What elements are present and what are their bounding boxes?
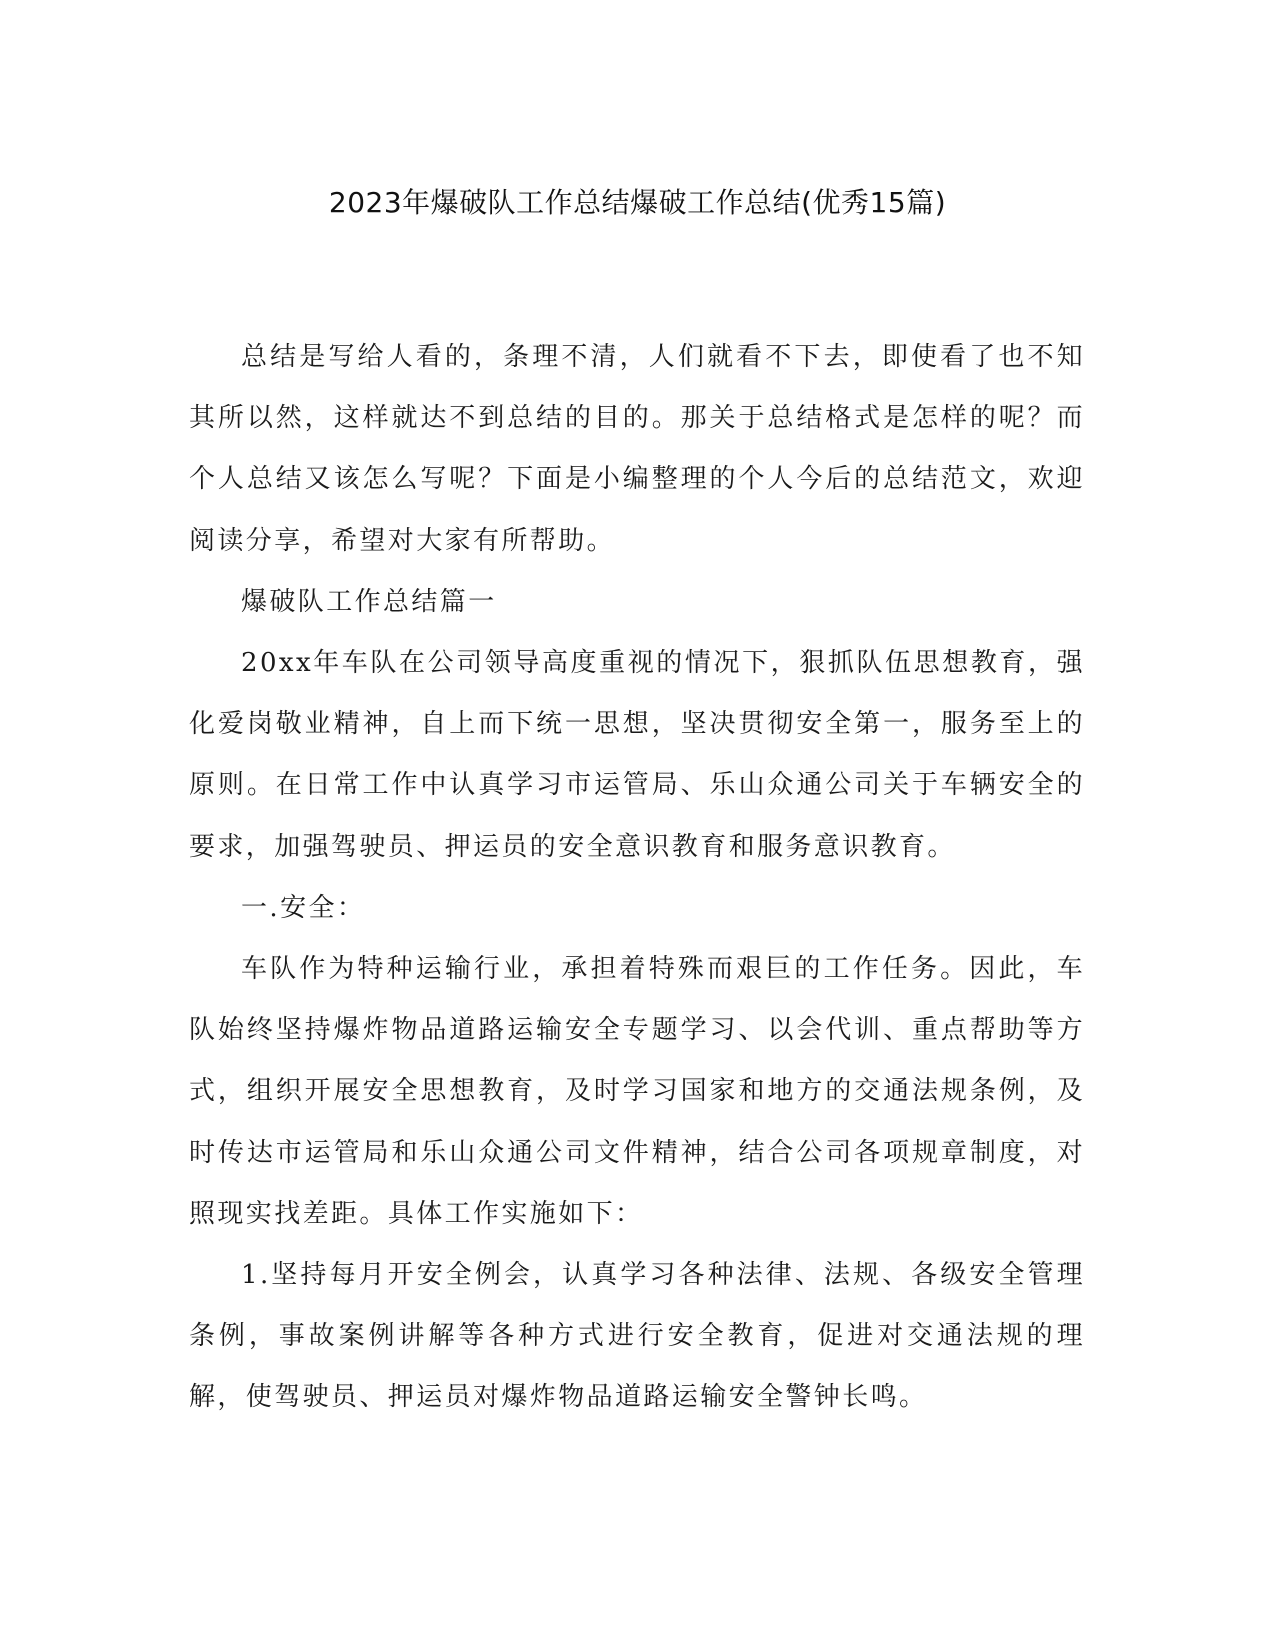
paragraph-overview: 20xx年车队在公司领导高度重视的情况下，狠抓队伍思想教育，强化爱岗敬业精神，自上而下统一思想，坚决贯彻安全第一，服务至上的原则。在日常工作中认真学习市运管局、乐山众通公司关于车辆安全的要求，加强驾驶员、押运员的安全意识教育和服务意识教育。 — [189, 648, 1085, 862]
document-title: 2023年爆破队工作总结爆破工作总结(优秀15篇) — [328, 186, 947, 219]
section-heading-safety: 一.安全： — [241, 892, 366, 923]
paragraph-safety: 车队作为特种运输行业，承担着特殊而艰巨的工作任务。因此，车队始终坚持爆炸物品道路运输安全专题学习、以会代训、重点帮助等方式，组织开展安全思想教育，及时学习国家和地方的交通法规条例，及时传达市运管局和乐山众通公司文件精神，结合公司各项规章制度，对照现实找差距。具体工作实施如下： — [189, 954, 1085, 1229]
paragraph-item-1: 1.坚持每月开安全例会，认真学习各种法律、法规、各级安全管理条例，事故案例讲解等各种方式进行安全教育，促进对交通法规的理解，使驾驶员、押运员对爆炸物品道路运输安全警钟长鸣。 — [189, 1260, 1085, 1413]
section-heading-part-one: 爆破队工作总结篇一 — [241, 586, 497, 617]
paragraph-intro: 总结是写给人看的，条理不清，人们就看不下去，即使看了也不知其所以然，这样就达不到总结的目的。那关于总结格式是怎样的呢？而个人总结又该怎么写呢？下面是小编整理的个人今后的总结范文，欢迎阅读分享，希望对大家有所帮助。 — [189, 342, 1085, 556]
document-body — [189, 327, 1085, 1429]
